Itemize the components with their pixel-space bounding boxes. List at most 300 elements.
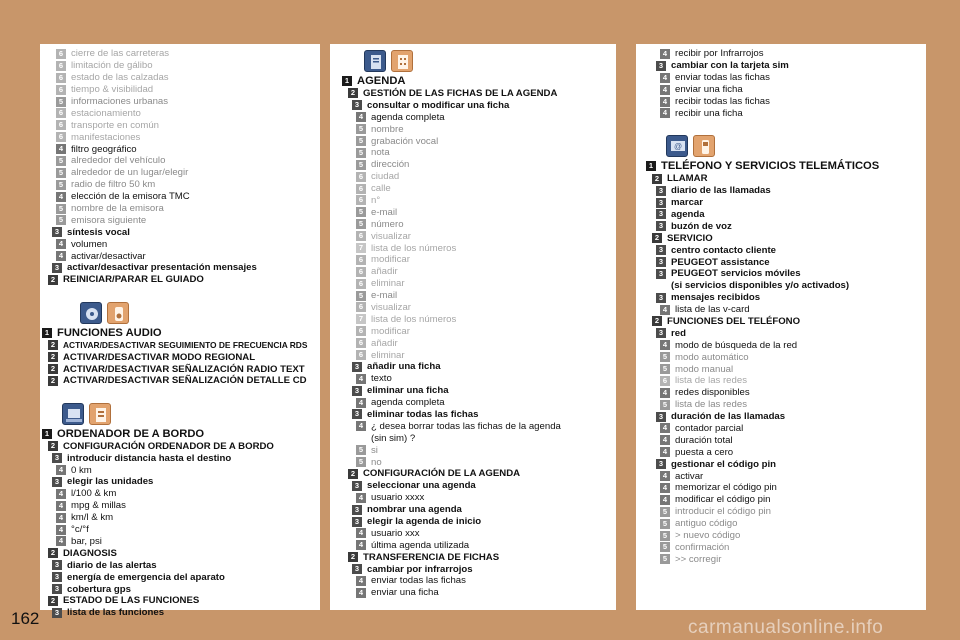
- menu-entry-label: enviar una ficha: [371, 587, 439, 599]
- menu-entry-label: cierre de las carreteras: [71, 48, 170, 60]
- menu-entry-label: ACTIVAR/DESACTIVAR SEÑALIZACIÓN RADIO TEXT: [63, 363, 305, 375]
- menu-entry-label: seleccionar una agenda: [367, 480, 476, 492]
- menu-entry: [636, 232, 926, 244]
- menu-entry-label: recibir todas las fichas: [675, 96, 770, 107]
- level-badge: 5: [660, 519, 670, 529]
- level-badge: 6: [660, 376, 670, 386]
- menu-entry-label: > nuevo código: [675, 530, 741, 541]
- menu-entry: [40, 191, 320, 203]
- level-badge: 3: [656, 293, 666, 303]
- level-badge: 4: [660, 73, 670, 83]
- menu-entry: [330, 195, 616, 207]
- menu-entry-label: l/100 & km: [71, 488, 117, 500]
- menu-entry-label: red: [671, 327, 686, 339]
- level-badge: 6: [356, 350, 366, 360]
- menu-entry: [40, 476, 320, 488]
- menu-entry-label: añadir: [371, 337, 398, 349]
- spacer: [40, 286, 320, 300]
- level-badge: 4: [660, 423, 670, 433]
- menu-entry-label: estacionamiento: [71, 107, 141, 119]
- level-badge: 6: [56, 120, 66, 130]
- menu-entry: [40, 488, 320, 500]
- level-badge: 3: [352, 505, 362, 515]
- level-badge: 6: [56, 132, 66, 142]
- level-badge: 5: [356, 148, 366, 158]
- page-number: 162: [11, 609, 40, 628]
- menu-entry-label: memorizar el código pin: [675, 482, 777, 494]
- level-badge: 4: [660, 305, 670, 315]
- menu-entry-label: radio de filtro 50 km: [71, 179, 156, 191]
- menu-entry-label: (sin sim) ?: [371, 432, 416, 444]
- level-badge: 6: [356, 302, 366, 312]
- level-badge: 4: [660, 85, 670, 95]
- menu-entry-label: bar, psi: [71, 535, 102, 547]
- menu-entry: [330, 527, 616, 539]
- menu-entry: [636, 316, 926, 328]
- menu-entry-label: gestionar el código pin: [671, 458, 777, 470]
- menu-entry: [330, 230, 616, 242]
- level-badge: 4: [660, 435, 670, 445]
- menu-entry: [636, 518, 926, 530]
- level-badge: 3: [52, 572, 62, 582]
- menu-entry: [330, 266, 616, 278]
- section-icons-computer: [40, 401, 320, 427]
- menu-entry-label: consultar o modificar una ficha: [367, 99, 510, 111]
- level-badge: 3: [52, 560, 62, 570]
- menu-entry-label: duración total: [675, 434, 733, 446]
- menu-entry: [40, 155, 320, 167]
- menu-entry-label: lista de los números: [371, 242, 457, 254]
- menu-entry: [636, 327, 926, 339]
- level-badge: 4: [56, 251, 66, 261]
- menu-entry: [330, 504, 616, 516]
- menu-entry: [636, 197, 926, 209]
- menu-entry-label: mensajes recibidos: [671, 292, 761, 304]
- menu-entry-label: modo de búsqueda de la red: [675, 339, 798, 351]
- level-badge: 6: [356, 231, 366, 241]
- level-badge: 1: [42, 429, 52, 439]
- menu-entry: [636, 48, 926, 60]
- menu-entry-label: CONFIGURACIÓN ORDENADOR DE A BORDO: [63, 440, 274, 452]
- level-badge: 4: [356, 540, 366, 550]
- menu-entry: [636, 84, 926, 96]
- menu-entry-label: visualizar: [371, 230, 411, 242]
- level-badge: 7: [356, 243, 366, 253]
- level-badge: 3: [656, 412, 666, 422]
- menu-entry-label: antiguo código: [675, 518, 738, 530]
- menu-entry-label: FUNCIONES AUDIO: [57, 326, 162, 339]
- level-badge: 4: [660, 49, 670, 59]
- menu-entry-label: e-mail: [371, 290, 398, 302]
- level-badge: 1: [42, 328, 52, 338]
- menu-entry-label: modificar el código pin: [675, 494, 771, 506]
- menu-entry: [330, 278, 616, 290]
- level-badge: 3: [52, 453, 62, 463]
- level-badge: 5: [660, 352, 670, 362]
- menu-entry: [40, 167, 320, 179]
- menu-entry: [330, 111, 616, 123]
- menu-entry: [330, 218, 616, 230]
- menu-entry-label: cambiar por infrarrojos: [367, 563, 473, 575]
- menu-entry: [636, 423, 926, 435]
- menu-entry-label: volumen: [71, 238, 108, 250]
- menu-entry: [40, 524, 320, 536]
- menu-entry: [636, 411, 926, 423]
- level-badge: 5: [356, 219, 366, 229]
- menu-entry: [330, 492, 616, 504]
- menu-entry: [330, 432, 616, 444]
- menu-entry-label: km/l & km: [71, 512, 114, 524]
- menu-entry: [330, 575, 616, 587]
- menu-entry: [636, 387, 926, 399]
- menu-entry: [636, 304, 926, 316]
- menu-entry-label: ORDENADOR DE A BORDO: [57, 427, 205, 440]
- menu-entry: [330, 361, 616, 373]
- menu-entry: [636, 399, 926, 411]
- menu-entry-label: ESTADO DE LAS FUNCIONES: [63, 595, 200, 607]
- menu-entry: [40, 143, 320, 155]
- menu-entry: [330, 373, 616, 385]
- level-badge: 3: [656, 186, 666, 196]
- menu-entry: [330, 444, 616, 456]
- menu-entry: [40, 119, 320, 131]
- level-badge: 6: [56, 49, 66, 59]
- level-badge: 5: [660, 364, 670, 374]
- level-badge: 5: [56, 168, 66, 178]
- menu-entry: [40, 500, 320, 512]
- level-badge: 4: [660, 97, 670, 107]
- menu-entry: [40, 351, 320, 363]
- menu-entry: [636, 375, 926, 387]
- radio-icon: [107, 302, 129, 324]
- menu-entry-label: modo automático: [675, 351, 749, 363]
- menu-entry-label: SERVICIO: [667, 232, 713, 244]
- level-badge: 4: [356, 576, 366, 586]
- menu-entry-label: lista de los números: [371, 313, 457, 325]
- level-badge: 5: [356, 160, 366, 170]
- level-badge: 4: [56, 465, 66, 475]
- menu-entry: [40, 440, 320, 452]
- level-badge: 3: [52, 608, 62, 618]
- menu-entry-label: dirección: [371, 159, 410, 171]
- menu-entry-label: LLAMAR: [667, 173, 708, 185]
- level-badge: 4: [660, 340, 670, 350]
- menu-entry-label: filtro geográfico: [71, 143, 137, 155]
- level-badge: 2: [48, 596, 58, 606]
- menu-entry: [40, 464, 320, 476]
- level-badge: 6: [356, 172, 366, 182]
- menu-entry: [40, 250, 320, 262]
- level-badge: 3: [656, 245, 666, 255]
- menu-entry-label: eliminar: [371, 349, 405, 361]
- menu-entry-label: puesta a cero: [675, 446, 734, 458]
- level-badge: 2: [48, 548, 58, 558]
- menu-entry: [636, 339, 926, 351]
- menu-entry-label: no: [371, 456, 382, 468]
- menu-entry-label: alrededor del vehículo: [71, 155, 166, 167]
- menu-entry: [636, 494, 926, 506]
- level-badge: 3: [656, 328, 666, 338]
- menu-entry: [636, 280, 926, 292]
- menu-entry-label: tiempo & visibilidad: [71, 84, 154, 96]
- menu-entry: [330, 290, 616, 302]
- menu-entry-label: CONFIGURACIÓN DE LA AGENDA: [363, 468, 521, 480]
- menu-entry: [40, 60, 320, 72]
- level-badge: 4: [356, 493, 366, 503]
- menu-entry: [636, 506, 926, 518]
- menu-entry-label: última agenda utilizada: [371, 539, 470, 551]
- level-badge: 6: [356, 195, 366, 205]
- level-badge: 6: [56, 61, 66, 71]
- menu-entry: [636, 541, 926, 553]
- level-badge: 4: [56, 501, 66, 511]
- level-badge: 5: [356, 445, 366, 455]
- menu-entry: [330, 420, 616, 432]
- menu-entry: [40, 512, 320, 524]
- menu-entry-label: cambiar con la tarjeta sim: [671, 60, 789, 72]
- level-badge: 3: [656, 221, 666, 231]
- menu-entry: [636, 351, 926, 363]
- menu-entry-label: energía de emergencia del aparato: [67, 571, 225, 583]
- menu-entry-label: eliminar todas las fichas: [367, 408, 479, 420]
- level-badge: 5: [356, 457, 366, 467]
- level-badge: 4: [660, 447, 670, 457]
- menu-entry: [330, 480, 616, 492]
- menu-entry-label: diario de las llamadas: [671, 185, 771, 197]
- level-badge: 5: [56, 180, 66, 190]
- menu-entry: [330, 539, 616, 551]
- menu-entry: [330, 456, 616, 468]
- level-badge: 5: [356, 124, 366, 134]
- menu-entry-label: nota: [371, 147, 390, 159]
- watermark: carmanualsonline.info: [688, 617, 884, 638]
- menu-entry: [40, 96, 320, 108]
- menu-entry-label: introducir distancia hasta el destino: [67, 452, 232, 464]
- level-badge: 4: [356, 528, 366, 538]
- menu-entry-label: activar/desactivar: [71, 250, 146, 262]
- menu-entry: [636, 173, 926, 185]
- level-badge: 4: [660, 495, 670, 505]
- level-badge: 3: [656, 257, 666, 267]
- menu-entry-label: lista de las redes: [675, 399, 747, 411]
- level-badge: 3: [352, 481, 362, 491]
- menu-entry-label: buzón de voz: [671, 220, 732, 232]
- menu-entry: [636, 209, 926, 221]
- level-badge: 5: [356, 207, 366, 217]
- level-badge: 3: [352, 362, 362, 372]
- keypad-icon: [391, 50, 413, 72]
- menu-entry: [40, 226, 320, 238]
- menu-entry-label: agenda completa: [371, 111, 445, 123]
- menu-entry-label: e-mail: [371, 206, 398, 218]
- mobile-phone-icon: [693, 135, 715, 157]
- menu-entry-label: AGENDA: [357, 74, 406, 87]
- menu-entry-label: duración de las llamadas: [671, 411, 786, 423]
- level-badge: 2: [348, 469, 358, 479]
- level-badge: 4: [356, 374, 366, 384]
- menu-entry-label: eliminar una ficha: [367, 385, 449, 397]
- level-badge: 2: [48, 340, 58, 350]
- menu-entry-label: confirmación: [675, 541, 730, 553]
- level-badge: 2: [652, 174, 662, 184]
- address-book-icon: [364, 50, 386, 72]
- menu-entry-label: recibir una ficha: [675, 107, 743, 119]
- menu-entry-label: modo manual: [675, 363, 734, 375]
- menu-entry-label: añadir una ficha: [367, 361, 441, 373]
- level-badge: 4: [660, 483, 670, 493]
- level-badge: 2: [48, 275, 58, 285]
- menu-entry: [330, 183, 616, 195]
- level-badge: 4: [56, 536, 66, 546]
- level-badge: 3: [656, 61, 666, 71]
- level-badge: 3: [52, 477, 62, 487]
- level-badge: 2: [48, 352, 58, 362]
- level-badge: 4: [660, 108, 670, 118]
- menu-entry: [330, 242, 616, 254]
- menu-entry-label: número: [371, 218, 404, 230]
- menu-entry-label: eliminar: [371, 278, 405, 290]
- menu-entry: [636, 60, 926, 72]
- menu-entry: [40, 427, 320, 441]
- menu-entry: [40, 107, 320, 119]
- level-badge: 3: [656, 209, 666, 219]
- menu-entry-label: estado de las calzadas: [71, 72, 169, 84]
- menu-entry-label: recibir por Infrarrojos: [675, 48, 764, 60]
- level-badge: 5: [356, 136, 366, 146]
- level-badge: 5: [660, 531, 670, 541]
- menu-entry: [330, 74, 616, 88]
- menu-entry: [330, 349, 616, 361]
- menu-entry: [330, 551, 616, 563]
- level-badge: 3: [52, 584, 62, 594]
- section-icons-telephone: [636, 133, 926, 159]
- level-badge: 6: [56, 108, 66, 118]
- level-badge: 6: [356, 267, 366, 277]
- level-badge: 4: [356, 398, 366, 408]
- menu-entry: [40, 326, 320, 340]
- menu-entry-label: lista de las funciones: [67, 607, 165, 619]
- menu-entry-label: síntesis vocal: [67, 226, 130, 238]
- level-badge: 2: [652, 233, 662, 243]
- menu-entry-label: añadir: [371, 266, 398, 278]
- section-icons-agenda: [330, 48, 616, 74]
- menu-entry-label: ACTIVAR/DESACTIVAR SEGUIMIENTO DE FRECUENCIA RDS: [63, 340, 308, 351]
- email-at-icon: [666, 135, 688, 157]
- menu-entry-label: lista de las v-card: [675, 304, 750, 316]
- menu-entry-label: lista de las redes: [675, 375, 747, 387]
- menu-entry: [40, 262, 320, 274]
- level-badge: 2: [348, 88, 358, 98]
- level-badge: 4: [356, 588, 366, 598]
- menu-entry: [330, 171, 616, 183]
- menu-entry: [636, 470, 926, 482]
- level-badge: 6: [356, 326, 366, 336]
- menu-entry: [330, 563, 616, 575]
- level-badge: 6: [56, 85, 66, 95]
- menu-entry-label: modificar: [371, 325, 410, 337]
- menu-entry-label: elegir las unidades: [67, 476, 154, 488]
- menu-entry-label: REINICIAR/PARAR EL GUIADO: [63, 274, 204, 286]
- menu-entry-label: visualizar: [371, 301, 411, 313]
- menu-entry-label: nombre: [371, 123, 404, 135]
- menu-entry-label: texto: [371, 373, 392, 385]
- level-badge: 5: [660, 400, 670, 410]
- level-badge: 5: [660, 554, 670, 564]
- level-badge: 5: [660, 542, 670, 552]
- menu-entry: [636, 268, 926, 280]
- menu-entry-label: transporte en común: [71, 119, 159, 131]
- menu-entry-label: TRANSFERENCIA DE FICHAS: [363, 551, 500, 563]
- level-badge: 1: [342, 76, 352, 86]
- menu-entry: [636, 96, 926, 108]
- level-badge: 4: [56, 489, 66, 499]
- menu-entry: [330, 99, 616, 111]
- menu-entry-label: agenda completa: [371, 397, 445, 409]
- menu-entry-label: ciudad: [371, 171, 400, 183]
- menu-entry-label: ¿ desea borrar todas las fichas de la agenda: [371, 420, 561, 432]
- menu-entry-label: activar: [675, 470, 704, 482]
- level-badge: 5: [56, 204, 66, 214]
- menu-entry: [330, 135, 616, 147]
- level-badge: 6: [56, 73, 66, 83]
- menu-entry-label: introducir el código pin: [675, 506, 771, 518]
- menu-entry-label: enviar todas las fichas: [371, 575, 466, 587]
- menu-entry: [40, 84, 320, 96]
- menu-entry-label: contador parcial: [675, 422, 744, 434]
- menu-entry: [636, 482, 926, 494]
- menu-entry-label: diario de las alertas: [67, 559, 157, 571]
- menu-entry-label: calle: [371, 183, 391, 195]
- spacer: [636, 119, 926, 133]
- menu-entry: [330, 385, 616, 397]
- menu-entry-label: emisora siguiente: [71, 214, 147, 226]
- menu-entry-label: marcar: [671, 197, 704, 209]
- menu-entry-label: si: [371, 444, 378, 456]
- menu-entry: [40, 72, 320, 84]
- menu-entry: [40, 274, 320, 286]
- menu-entry: [40, 547, 320, 559]
- level-badge: 6: [356, 338, 366, 348]
- menu-entry: [330, 206, 616, 218]
- spacer: [40, 387, 320, 401]
- level-badge: 4: [660, 388, 670, 398]
- level-badge: 3: [352, 386, 362, 396]
- menu-entry: [40, 363, 320, 375]
- level-badge: 5: [56, 97, 66, 107]
- menu-entry: [636, 530, 926, 542]
- level-badge: 6: [356, 255, 366, 265]
- laptop-icon: [62, 403, 84, 425]
- menu-entry: [40, 179, 320, 191]
- level-badge: 3: [52, 263, 62, 273]
- menu-entry-label: cobertura gps: [67, 583, 131, 595]
- menu-entry: [330, 325, 616, 337]
- menu-entry-label: manifestaciones: [71, 131, 141, 143]
- menu-column-right: [636, 44, 926, 610]
- trip-computer-icon: [89, 403, 111, 425]
- level-badge: 3: [352, 409, 362, 419]
- level-badge: 2: [48, 376, 58, 386]
- level-badge: 5: [56, 156, 66, 166]
- menu-entry: [40, 595, 320, 607]
- menu-entry-label: mpg & millas: [71, 500, 126, 512]
- menu-entry: [636, 159, 926, 173]
- level-badge: 2: [348, 552, 358, 562]
- menu-entry-label: 0 km: [71, 464, 92, 476]
- menu-entry: [636, 434, 926, 446]
- level-badge: 4: [356, 112, 366, 122]
- menu-entry-label: usuario xxxx: [371, 492, 425, 504]
